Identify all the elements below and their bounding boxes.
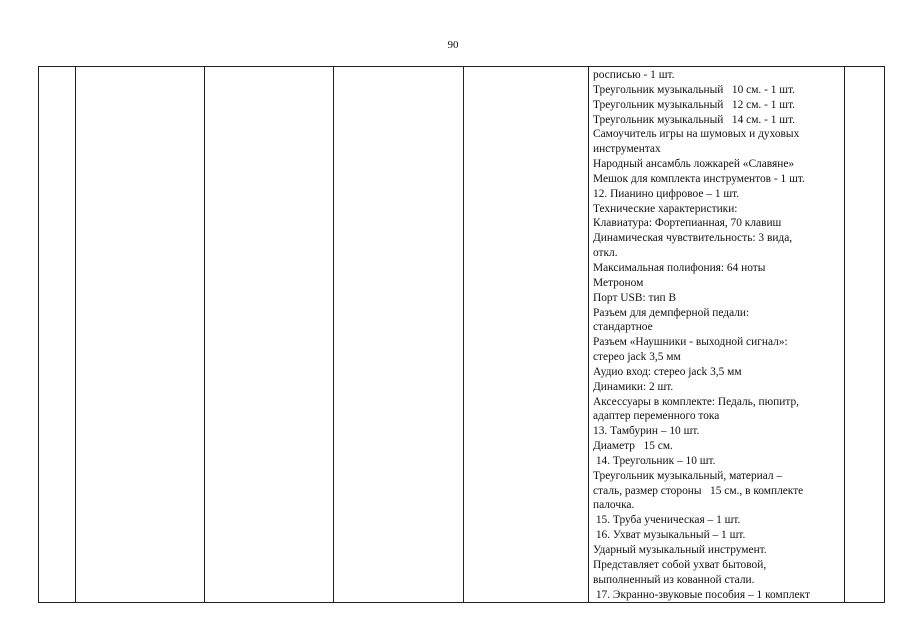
spec-line: 13. Тамбурин – 10 шт. <box>593 425 700 438</box>
spec-line: Ударный музыкальный инструмент. <box>593 544 767 556</box>
spec-line: 14. Треугольник – 10 шт. <box>593 454 716 467</box>
spec-line: Динамическая чувствительность: 3 вида, <box>593 232 793 245</box>
spec-line: Мешок для комплекта инструментов - 1 шт. <box>593 172 805 185</box>
table-cell-col-4 <box>334 67 464 603</box>
spec-line: росписью - 1 шт. <box>593 69 675 81</box>
spec-line: 15. Труба ученическая – 1 шт. <box>593 514 741 527</box>
spec-line: Клавиатура: Фортепианная, 70 клавиш <box>593 217 782 230</box>
page-number: 90 <box>447 39 459 51</box>
spec-line: инструментах <box>593 143 661 156</box>
spec-line: Треугольник музыкальный 14 см. - 1 шт. <box>593 113 796 126</box>
spec-line: выполненный из кованной стали. <box>593 573 755 586</box>
equipment-spec-cell <box>589 67 845 603</box>
spec-line: Диаметр 15 см. <box>593 440 673 453</box>
table-cell-col-2 <box>76 67 205 603</box>
spec-line: Порт USB: тип B <box>593 291 677 304</box>
spec-line: 12. Пианино цифровое – 1 шт. <box>593 187 740 200</box>
spec-line: палочка. <box>593 499 635 512</box>
equipment-table <box>38 66 885 603</box>
spec-line: Разъем «Наушники - выходной сигнал»: <box>593 336 788 349</box>
spec-line: Максимальная полифония: 64 ноты <box>593 261 766 274</box>
spec-line: Треугольник музыкальный 10 см. - 1 шт. <box>593 83 796 96</box>
table-cell-col-7 <box>845 67 885 603</box>
spec-line: 16. Ухват музыкальный – 1 шт. <box>593 529 746 542</box>
spec-line: откл. <box>593 247 618 260</box>
spec-line: стерео jack 3,5 мм <box>593 351 681 364</box>
spec-line: Технические характеристики: <box>593 202 738 215</box>
table-cell-col-1 <box>39 67 76 603</box>
spec-line: адаптер переменного тока <box>593 410 720 423</box>
table-row <box>39 67 885 603</box>
spec-line: Метроном <box>593 276 644 289</box>
spec-line: Треугольник музыкальный, материал – <box>593 469 783 482</box>
spec-line: Разъем для демпферной педали: <box>593 306 750 319</box>
spec-line: сталь, размер стороны 15 см., в комплекте <box>593 484 804 497</box>
spec-line: Аудио вход: стерео jack 3,5 мм <box>593 365 742 378</box>
spec-line: 17. Экранно-звуковые пособия – 1 комплект <box>593 588 810 601</box>
spec-line: Треугольник музыкальный 12 см. - 1 шт. <box>593 98 796 111</box>
spec-line: Самоучитель игры на шумовых и духовых <box>593 128 800 141</box>
equipment-spec-list <box>593 68 842 602</box>
spec-line: Динамики: 2 шт. <box>593 380 674 393</box>
spec-line: Представляет собой ухват бытовой, <box>593 558 767 571</box>
spec-line: Аксессуары в комплекте: Педаль, пюпитр, <box>593 395 800 408</box>
spec-line: Народный ансамбль ложкарей «Славяне» <box>593 158 795 171</box>
spec-line: стандартное <box>593 321 653 334</box>
table-cell-col-3 <box>205 67 334 603</box>
table-cell-col-5 <box>464 67 589 603</box>
